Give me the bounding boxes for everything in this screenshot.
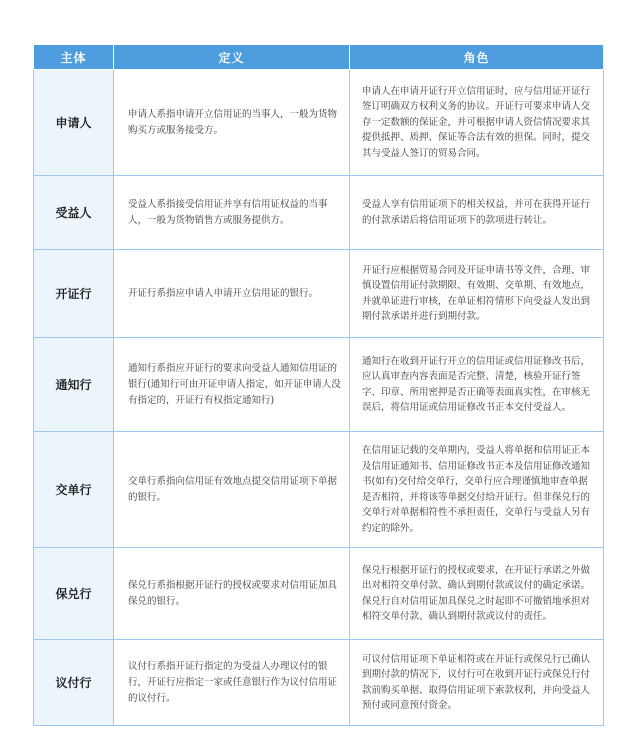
- definition-cell: 议付行系指开证行指定的为受益人办理议付的银行，开证行应指定一家或任意银行作为议付信用证的议付行。: [114, 640, 350, 726]
- role-cell: 受益人享有信用证项下的相关权益，并可在获得开证行的付款承诺后将信用证项下的款项进行转让。: [350, 176, 604, 250]
- role-table: [33, 44, 604, 726]
- role-cell: 开证行应根据贸易合同及开证申请书等文件，合理、审慎设置信用证付款期限、有效期、交单期、有效地点，并就单证进行审核，在单证相符情形下向受益人发出到期付款承诺并进行到期付款。: [350, 250, 604, 338]
- subject-cell: 保兑行: [34, 548, 114, 640]
- definition-cell: 受益人系指接受信用证并享有信用证权益的当事人，一般为货物销售方或服务提供方。: [114, 176, 350, 250]
- subject-cell: 议付行: [34, 640, 114, 726]
- subject-cell: 开证行: [34, 250, 114, 338]
- role-cell: 申请人在申请开证行开立信用证时，应与信用证开证行签订明确双方权利义务的协议。开证行可要求申请人交存一定数额的保证金，并可根据申请人资信情况要求其提供抵押、质押、保证等合法有效的担保。同时，提交其与受益人签订的贸易合同。: [350, 70, 604, 176]
- definition-cell: 保兑行系指根据开证行的授权或要求对信用证加具保兑的银行。: [114, 548, 350, 640]
- table-row: [34, 640, 604, 726]
- table-row: [34, 432, 604, 548]
- definition-cell: 交单行系指向信用证有效地点提交信用证项下单据的银行。: [114, 432, 350, 548]
- table-row: [34, 176, 604, 250]
- definition-cell: 申请人系指申请开立信用证的当事人，一般为货物购买方或服务接受方。: [114, 70, 350, 176]
- table-row: [34, 70, 604, 176]
- table-row: [34, 338, 604, 432]
- subject-cell: 申请人: [34, 70, 114, 176]
- subject-cell: 交单行: [34, 432, 114, 548]
- table-header-row: [34, 45, 604, 70]
- role-cell: 通知行在收到开证行开立的信用证或信用证修改书后，应认真审查内容表面是否完整、清楚，核验开证行签字、印章、所用密押是否正确等表面真实性，在审核无误后，将信用证或信用证修改书正本交付受益人。: [350, 338, 604, 432]
- definition-cell: 开证行系指应申请人申请开立信用证的银行。: [114, 250, 350, 338]
- definition-cell: 通知行系指应开证行的要求向受益人通知信用证的银行(通知行可由开证申请人指定，如开证申请人没有指定的，开证行有权指定通知行): [114, 338, 350, 432]
- table-row: [34, 548, 604, 640]
- role-table-container: [33, 44, 603, 726]
- header-subject: 主体: [34, 45, 114, 70]
- subject-cell: 受益人: [34, 176, 114, 250]
- table-row: [34, 250, 604, 338]
- role-cell: 保兑行根据开证行的授权或要求，在开证行承诺之外做出对相符交单付款、确认到期付款或议付的确定承诺。保兑行自对信用证加具保兑之时起即不可撤销地承担对相符交单付款、确认到期付款或议付的责任。: [350, 548, 604, 640]
- subject-cell: 通知行: [34, 338, 114, 432]
- header-role: 角色: [350, 45, 604, 70]
- role-cell: 在信用证记载的交单期内，受益人将单据和信用证正本及信用证通知书、信用证修改书正本及信用证修改通知书(如有)交付给交单行，交单行应合理谨慎地审查单据是否相符，并将该等单据交付给开证行。但非保兑行的交单行对单据相符性不承担责任，交单行与受益人另有约定的除外。: [350, 432, 604, 548]
- header-definition: 定义: [114, 45, 350, 70]
- role-cell: 可议付信用证项下单证相符或在开证行或保兑行已确认到期付款的情况下，议付行可在收到开证行或保兑行付款前购买单据、取得信用证项下索款权利，并向受益人预付或同意预付资金。: [350, 640, 604, 726]
